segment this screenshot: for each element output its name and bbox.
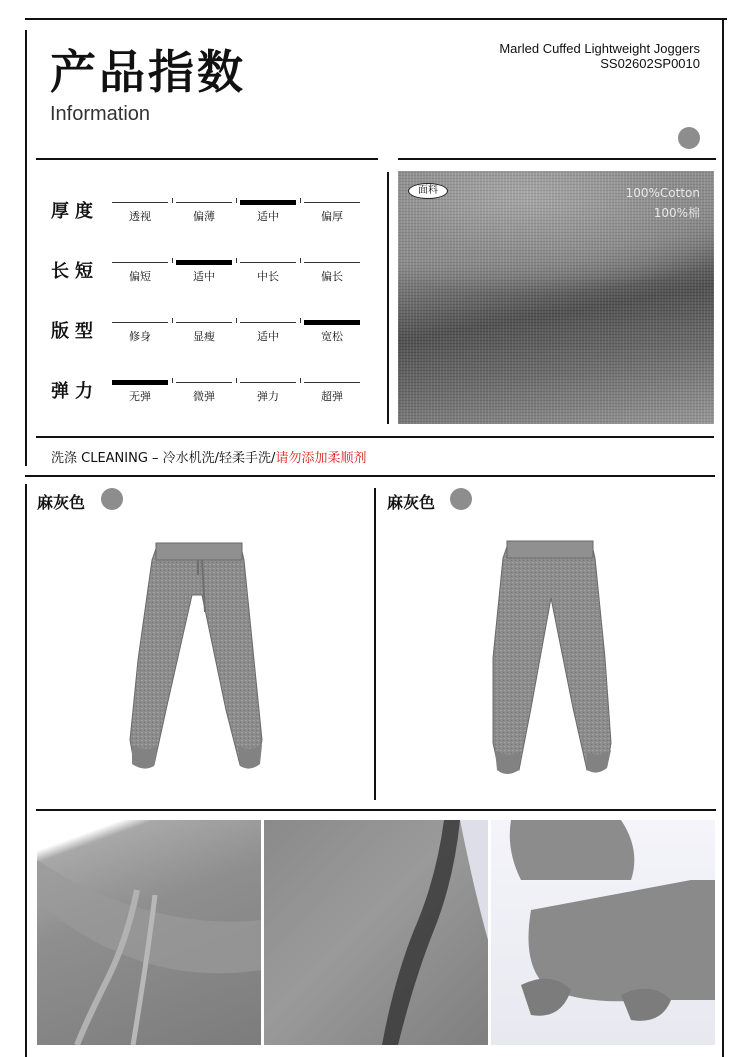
attr-scale-tick (300, 258, 301, 263)
attr-scale-tick (236, 378, 237, 383)
attr-label: 厚度 (51, 201, 99, 222)
attr-option-label: 超弹 (321, 390, 343, 403)
page-subtitle: Information (50, 103, 151, 125)
attr-scale-bar (112, 202, 168, 203)
attr-scale-bar (176, 322, 232, 323)
divider-left (36, 158, 378, 160)
attr-option-selected (240, 202, 296, 224)
jogger-back-image (465, 538, 615, 783)
color-swatch-back (450, 488, 472, 510)
variant-divider (374, 488, 376, 800)
attr-scale-bar (240, 382, 296, 383)
attr-label: 版型 (51, 321, 99, 342)
detail-cuff-photo (491, 820, 715, 1045)
care-top-line (36, 436, 714, 438)
attr-scale-bar (240, 322, 296, 323)
attr-option-label: 弹力 (257, 390, 279, 403)
color-label-front: 麻灰色 (37, 493, 86, 512)
color-label-back: 麻灰色 (387, 493, 436, 512)
attr-option (112, 202, 168, 224)
attr-scale-bar (176, 202, 232, 203)
jogger-front-image (122, 540, 272, 780)
attr-option (112, 322, 168, 344)
attr-option-selected (112, 382, 168, 404)
attr-option-label: 适中 (193, 270, 215, 283)
detail-waistband-photo (37, 820, 261, 1045)
attr-scale-bar (176, 260, 232, 265)
attr-option (240, 262, 296, 284)
right-border (722, 18, 724, 1057)
attr-option-label: 适中 (257, 330, 279, 343)
attr-option (304, 202, 360, 224)
attr-option-label: 修身 (129, 330, 151, 343)
fabric-badge: 面料 (408, 183, 448, 199)
detail-pocket-photo (264, 820, 488, 1045)
care-instructions (51, 447, 366, 466)
top-border (25, 18, 727, 20)
attr-option-label: 宽松 (321, 330, 343, 343)
fabric-composition-cn: 100%棉 (653, 206, 700, 220)
care-bottom-line (25, 475, 715, 477)
care-warning: 请勿添加柔顺剂 (275, 451, 367, 466)
left-border-top (25, 30, 27, 466)
attr-option-selected (176, 262, 232, 284)
attr-scale-tick (236, 198, 237, 203)
attr-option-label: 偏薄 (193, 210, 215, 223)
attr-scale-bar (240, 200, 296, 205)
fabric-photo (398, 171, 714, 424)
attr-option-label: 偏长 (321, 270, 343, 283)
left-border-bottom (25, 484, 27, 1057)
attr-scale-bar (176, 382, 232, 383)
attr-scale-bar (304, 262, 360, 263)
attr-option-label: 微弹 (193, 390, 215, 403)
attr-scale-tick (300, 198, 301, 203)
attr-scale-tick (172, 318, 173, 323)
attr-scale-tick (300, 318, 301, 323)
attr-option (112, 262, 168, 284)
care-text: 洗涤 CLEANING – 冷水机洗/轻柔手洗/ (51, 451, 276, 466)
attr-option (176, 322, 232, 344)
attr-label: 弹力 (51, 381, 99, 402)
divider-right (398, 158, 716, 160)
attr-scale-tick (172, 258, 173, 263)
attr-option (240, 382, 296, 404)
attr-option (176, 382, 232, 404)
color-swatch-header (678, 127, 700, 149)
product-name: Marled Cuffed Lightweight Joggers (499, 41, 700, 56)
attr-scale-bar (240, 262, 296, 263)
color-swatch-front (101, 488, 123, 510)
attr-option-label: 适中 (257, 210, 279, 223)
product-sku: SS02602SP0010 (600, 56, 700, 71)
attr-label: 长短 (51, 261, 99, 282)
attr-option (176, 202, 232, 224)
attr-scale-bar (112, 322, 168, 323)
attr-option-label: 偏厚 (321, 210, 343, 223)
attr-fabric-divider (387, 172, 389, 424)
page-title: 产品指数 (50, 45, 246, 99)
attr-option-label: 偏短 (129, 270, 151, 283)
attr-scale-bar (304, 320, 360, 325)
product-info (499, 41, 700, 71)
attr-option-label: 中长 (257, 270, 279, 283)
attr-scale-tick (172, 198, 173, 203)
fabric-composition-en: 100%Cotton (625, 186, 700, 200)
attr-scale-tick (236, 258, 237, 263)
attr-scale-tick (236, 318, 237, 323)
attr-scale-bar (112, 380, 168, 385)
attr-scale-tick (172, 378, 173, 383)
attr-option-label: 透视 (129, 210, 151, 223)
attr-option-label: 显瘦 (193, 330, 215, 343)
attr-scale-bar (304, 382, 360, 383)
attr-scale-bar (304, 202, 360, 203)
attr-option (240, 322, 296, 344)
fabric-composition (626, 183, 700, 223)
attr-option-selected (304, 322, 360, 344)
details-top-line (36, 809, 716, 811)
attr-scale-bar (112, 262, 168, 263)
attr-option-label: 无弹 (129, 390, 151, 403)
attr-option (304, 382, 360, 404)
attr-scale-tick (300, 378, 301, 383)
attr-option (304, 262, 360, 284)
